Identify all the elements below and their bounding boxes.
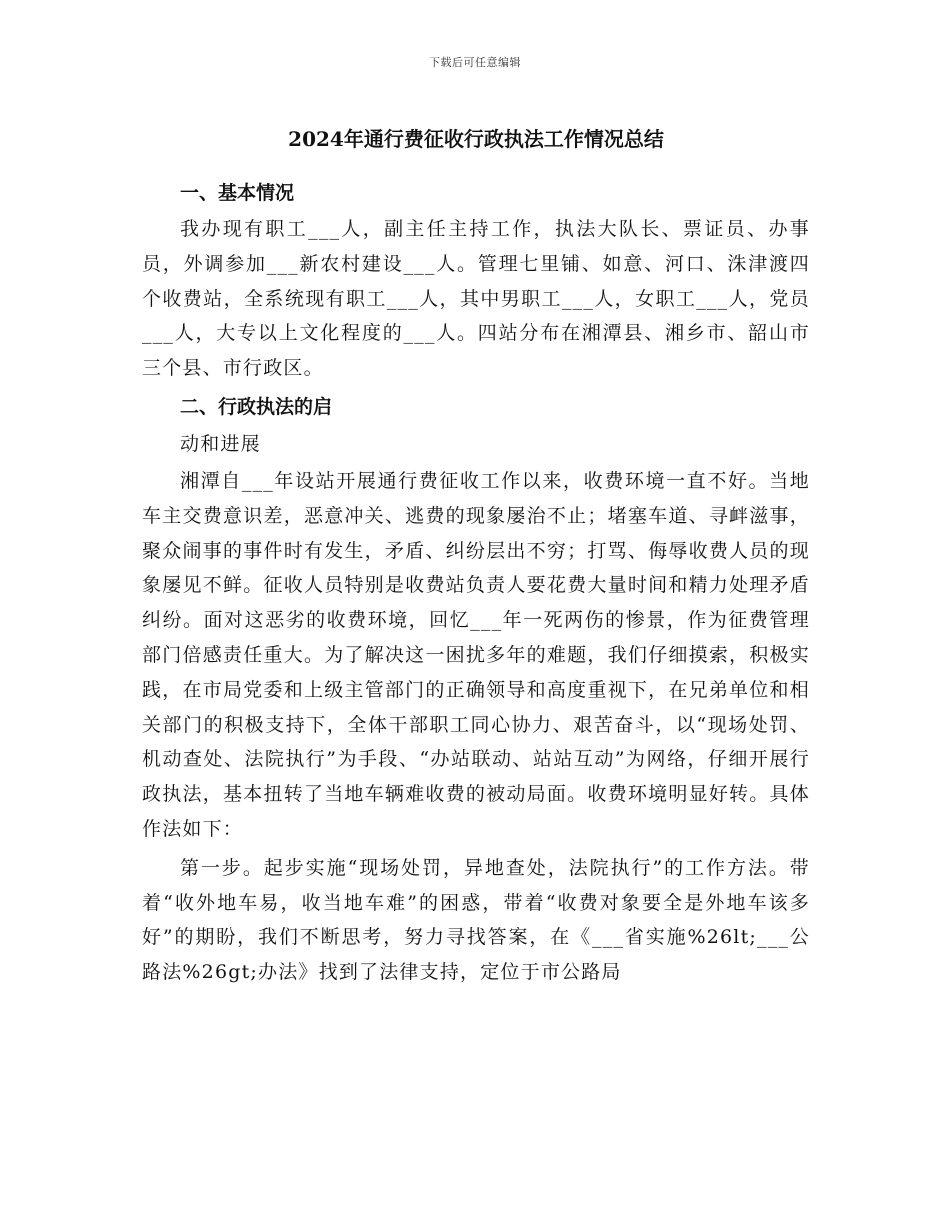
document-title: 2024年通行费征收行政执法工作情况总结 [288,127,664,151]
header-note: 下载后可任意编辑 [429,56,521,69]
paragraph-first-step: 第一步。起步实施“现场处罚，异地查处，法院执行”的工作方法。带着“收外地车易，收当地车难”的困惑，带着“收费对象要全是外地车该多好”的期盼，我们不断思考，努力寻找答案，在《___省实施%26lt;___公路法%26gt;办法》找到了法律支持，定位于市公路局 [142,856,810,984]
document-body [142,124,810,990]
paragraph-enforcement-background: 湘潭自___年设站开展通行费征收工作以来，收费环境一直不好。当地车主交费意识差，恶意冲关、逃费的现象屡治不止；堵塞车道、寻衅滋事，聚众闹事的事件时有发生，矛盾、纠纷层出不穷；打骂、侮辱收费人员的现象屡见不鲜。征收人员特别是收费站负责人要花费大量时间和精力处理矛盾纠纷。面对这恶劣的收费环境，回忆___年一死两伤的惨景，作为征费管理部门倍感责任重大。为了解决这一困扰多年的难题，我们仔细摸索，积极实践，在市局党委和上级主管部门的正确领导和高度重视下，在兄弟单位和相关部门的积极支持下，全体干部职工同心协力、艰苦奋斗，以“现场处罚、机动查处、法院执行”为手段、“办站联动、站站互动”为网络，仔细开展行政执法，基本扭转了当地车辆难收费的被动局面。收费环境明显好转。具体作法如下： [142,469,810,840]
section-subheading-enforcement: 动和进展 [180,432,261,455]
section-heading-basic: 一、基本情况 [180,182,295,204]
section-heading-enforcement: 二、行政执法的启 [180,395,333,418]
paragraph-basic-situation: 我办现有职工___人，副主任主持工作，执法大队长、票证员、办事员，外调参加___新农村建设___人。管理七里铺、如意、河口、洙津渡四个收费站，全系统现有职工___人，其中男职工___人，女职工___人，党员___人，大专以上文化程度的___人。四站分布在湘潭县、湘乡市、韶山市三个县、市行政区。 [142,218,810,380]
